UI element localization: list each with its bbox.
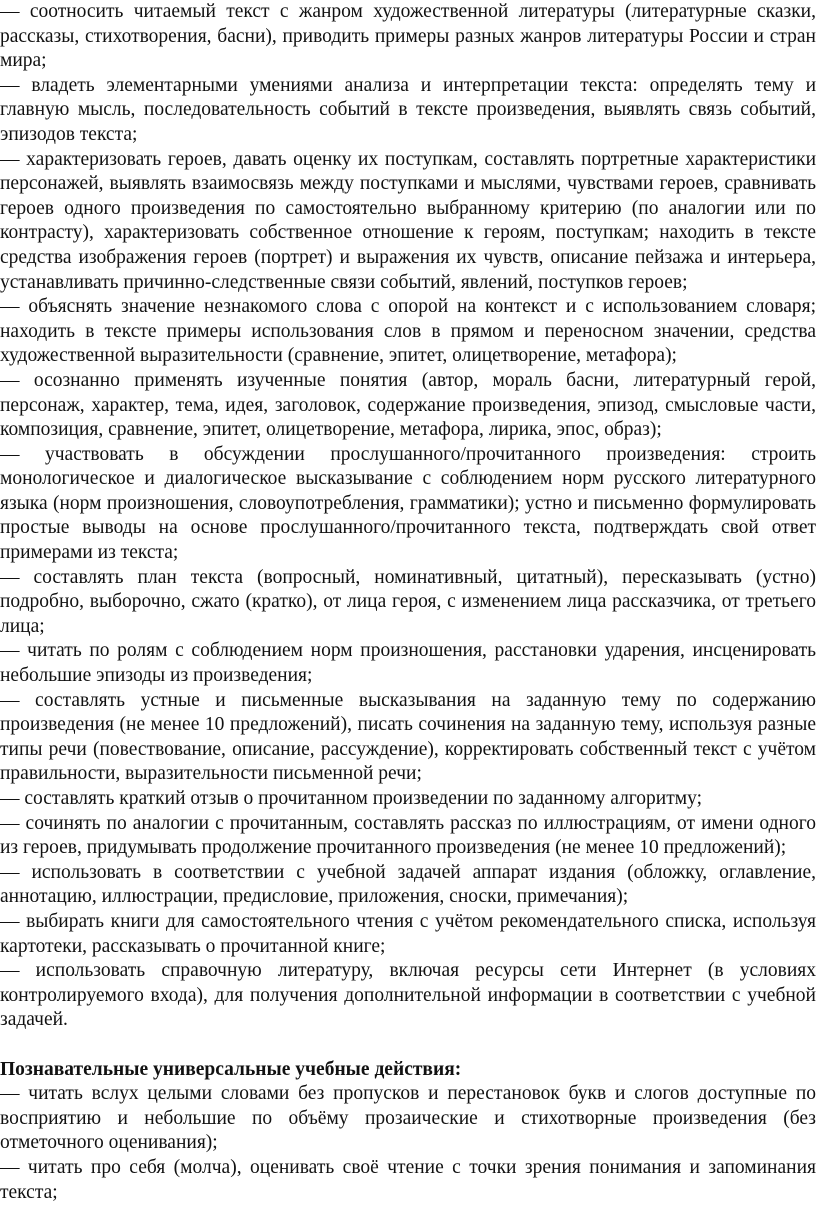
blank-line — [0, 1033, 816, 1058]
list-item: — выбирать книги для самостоятельного чтения с учётом рекомендательного списка, используя картотеки, рассказывать о прочитанной книге; — [0, 910, 816, 957]
list-item: — осознанно применять изученные понятия (автор, мораль басни, литературный герой, персонаж, характер, тема, идея, заголовок, содержание произведения, эпизод, смысловые части, композиция, сравнение, эпитет, олицетворение, метафора, лирика, эпос, образ); — [0, 369, 816, 441]
list-item: — использовать справочную литературу, включая ресурсы сети Интернет (в условиях контролируемого входа), для получения дополнительной информации в соответствии с учебной задачей. — [0, 960, 816, 1031]
list-item: — характеризовать героев, давать оценку их поступкам, составлять портретные характеристики персонажей, выявлять взаимосвязь между поступками и мыслями, чувствами героев, сравнивать героев одного произведения по самостоятельно выбранному критерию (по аналогии или по контрасту), характеризовать собственное отношение к героям, поступкам; находить в тексте средства изображения героев (портрет) и выражения их чувств, описание пейзажа и интерьера, устанавливать причинно-следственные связи событий, явлений, поступков героев; — [0, 148, 816, 293]
list-item: — составлять краткий отзыв о прочитанном произведении по заданному алгоритму; — [0, 788, 703, 809]
list-item: — составлять план текста (вопросный, номинативный, цитатный), пересказывать (устно) подробно, выборочно, сжато (кратко), от лица героя, с изменением лица рассказчика, от третьего лица; — [0, 566, 816, 637]
list-item: — читать по ролям с соблюдением норм произношения, расстановки ударения, инсценировать небольшие эпизоды из произведения; — [0, 640, 816, 687]
list-item: — соотносить читаемый текст с жанром художественной литературы (литературные сказки, рассказы, стихотворения, басни), приводить примеры разных жанров литературы России и стран мира; — [0, 1, 816, 72]
list-item: — читать про себя (молча), оценивать своё чтение с точки зрения понимания и запоминания текста; — [0, 1156, 816, 1203]
list-item: — сочинять по аналогии с прочитанным, составлять рассказ по иллюстрациям, от имени одного из героев, придумывать продолжение прочитанного произведения (не менее 10 предложений); — [0, 812, 816, 859]
list-item: — объяснять значение незнакомого слова с опорой на контекст и с использованием словаря; находить в тексте примеры использования слов в прямом и переносном значении, средства художественной выразительности (сравнение, эпитет, олицетворение, метафора); — [0, 296, 816, 367]
list-item: — участвовать в обсуждении прослушанного/прочитанного произведения: строить монологическое и диалогическое высказывание с соблюдением норм русского литературного языка (норм произношения, словоупотребления, грамматики); устно и письменно формулировать простые выводы на основе прослушанного/прочитанного текста, подтверждать свой ответ примерами из текста; — [0, 443, 816, 564]
list-item: — читать вслух целыми словами без пропусков и перестановок букв и слогов доступные по восприятию и небольшие по объёму прозаические и стихотворные произведения (без отметочного оценивания); — [0, 1083, 816, 1154]
list-item: — использовать в соответствии с учебной задачей аппарат издания (обложку, оглавление, аннотацию, иллюстрации, предисловие, приложения, сноски, примечания); — [0, 861, 816, 908]
list-item: — владеть элементарными умениями анализа и интерпретации текста: определять тему и главную мысль, последовательность событий в тексте произведения, выявлять связь событий, эпизодов текста; — [0, 74, 816, 145]
section-heading: Познавательные универсальные учебные действия: — [0, 1058, 462, 1080]
list-item: — составлять устные и письменные высказывания на заданную тему по содержанию произведения (не менее 10 предложений), писать сочинения на заданную тему, используя разные типы речи (повествование, описание, рассуждение), корректировать собственный текст с учётом правильности, выразительности письменной речи; — [0, 689, 816, 785]
